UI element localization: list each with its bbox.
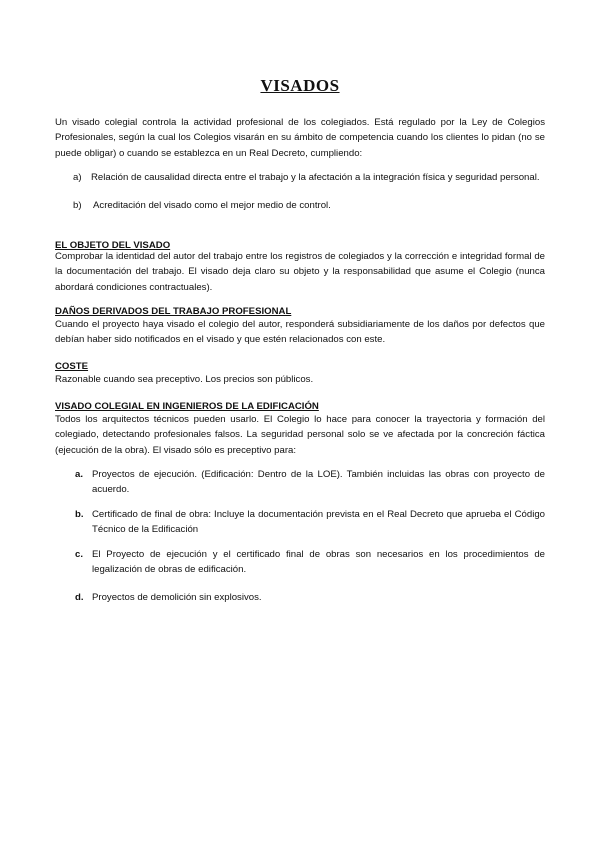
- section-text-danos: Cuando el proyecto haya visado el colegio del autor, responderá subsidiariamente de los daños por defectos que debían haber sido notificados en el visado y que estén relacionados con este.: [55, 319, 545, 346]
- edificacion-item-c-marker: c.: [75, 549, 84, 560]
- section-text-coste: Razonable cuando sea preceptivo. Los precios son públicos.: [55, 374, 314, 385]
- intro-item-a-text: Relación de causalidad directa entre el trabajo y la afectación a la integración física y seguridad personal.: [91, 172, 540, 183]
- section-text-edificacion: Todos los arquitectos técnicos pueden usarlo. El Colegio lo hace para conocer la trayectoria y formación del colegiado, detectando profesionales falsos. La seguridad personal solo se ve afectada por la concreción fáctica (ejecución de la obra). El visado sólo es preceptivo para:: [55, 414, 545, 456]
- edificacion-item-b-marker: b.: [75, 509, 84, 520]
- edificacion-item-c-text: El Proyecto de ejecución y el certificado final de obras son necesarios en los procedimientos de legalización de obras de edificación.: [92, 549, 545, 576]
- section-text-objeto: Comprobar la identidad del autor del trabajo entre los registros de colegiados y la corrección e integridad formal de la documentación del trabajo. El visado deja claro su objeto y la responsabilidad que asume el Colegio (nunca abordará condiciones contractuales).: [55, 251, 545, 293]
- edificacion-item-a-text: Proyectos de ejecución. (Edificación: Dentro de la LOE). También incluidas las obras con proyecto de acuerdo.: [92, 469, 545, 496]
- section-heading-edificacion: VISADO COLEGIAL EN INGENIEROS DE LA EDIFICACIÓN: [55, 401, 319, 412]
- edificacion-item-a-marker: a.: [75, 469, 84, 480]
- intro-item-b-text: Acreditación del visado como el mejor medio de control.: [93, 200, 331, 211]
- section-heading-coste: COSTE: [55, 361, 89, 372]
- intro-paragraph: Un visado colegial controla la actividad profesional de los colegiados. Está regulado por la Ley de Colegios Profesionales, según la cual los Colegios visarán en su ámbito de competencia cuando los clientes lo pidan (no se puede obligar) o cuando se establezca en un Real Decreto, cumpliendo:: [55, 117, 545, 159]
- intro-item-b-marker: b): [73, 200, 82, 211]
- page-title: VISADOS: [260, 76, 340, 95]
- edificacion-item-b-text: Certificado de final de obra: Incluye la documentación prevista en el Real Decreto que aprueba el Código Técnico de la Edificación: [92, 509, 545, 536]
- section-heading-danos: DAÑOS DERIVADOS DEL TRABAJO PROFESIONAL: [55, 306, 292, 317]
- edificacion-item-d-text: Proyectos de demolición sin explosivos.: [92, 592, 262, 603]
- intro-item-a-marker: a): [73, 172, 82, 183]
- section-heading-objeto: EL OBJETO DEL VISADO: [55, 240, 171, 251]
- edificacion-item-d-marker: d.: [75, 592, 84, 603]
